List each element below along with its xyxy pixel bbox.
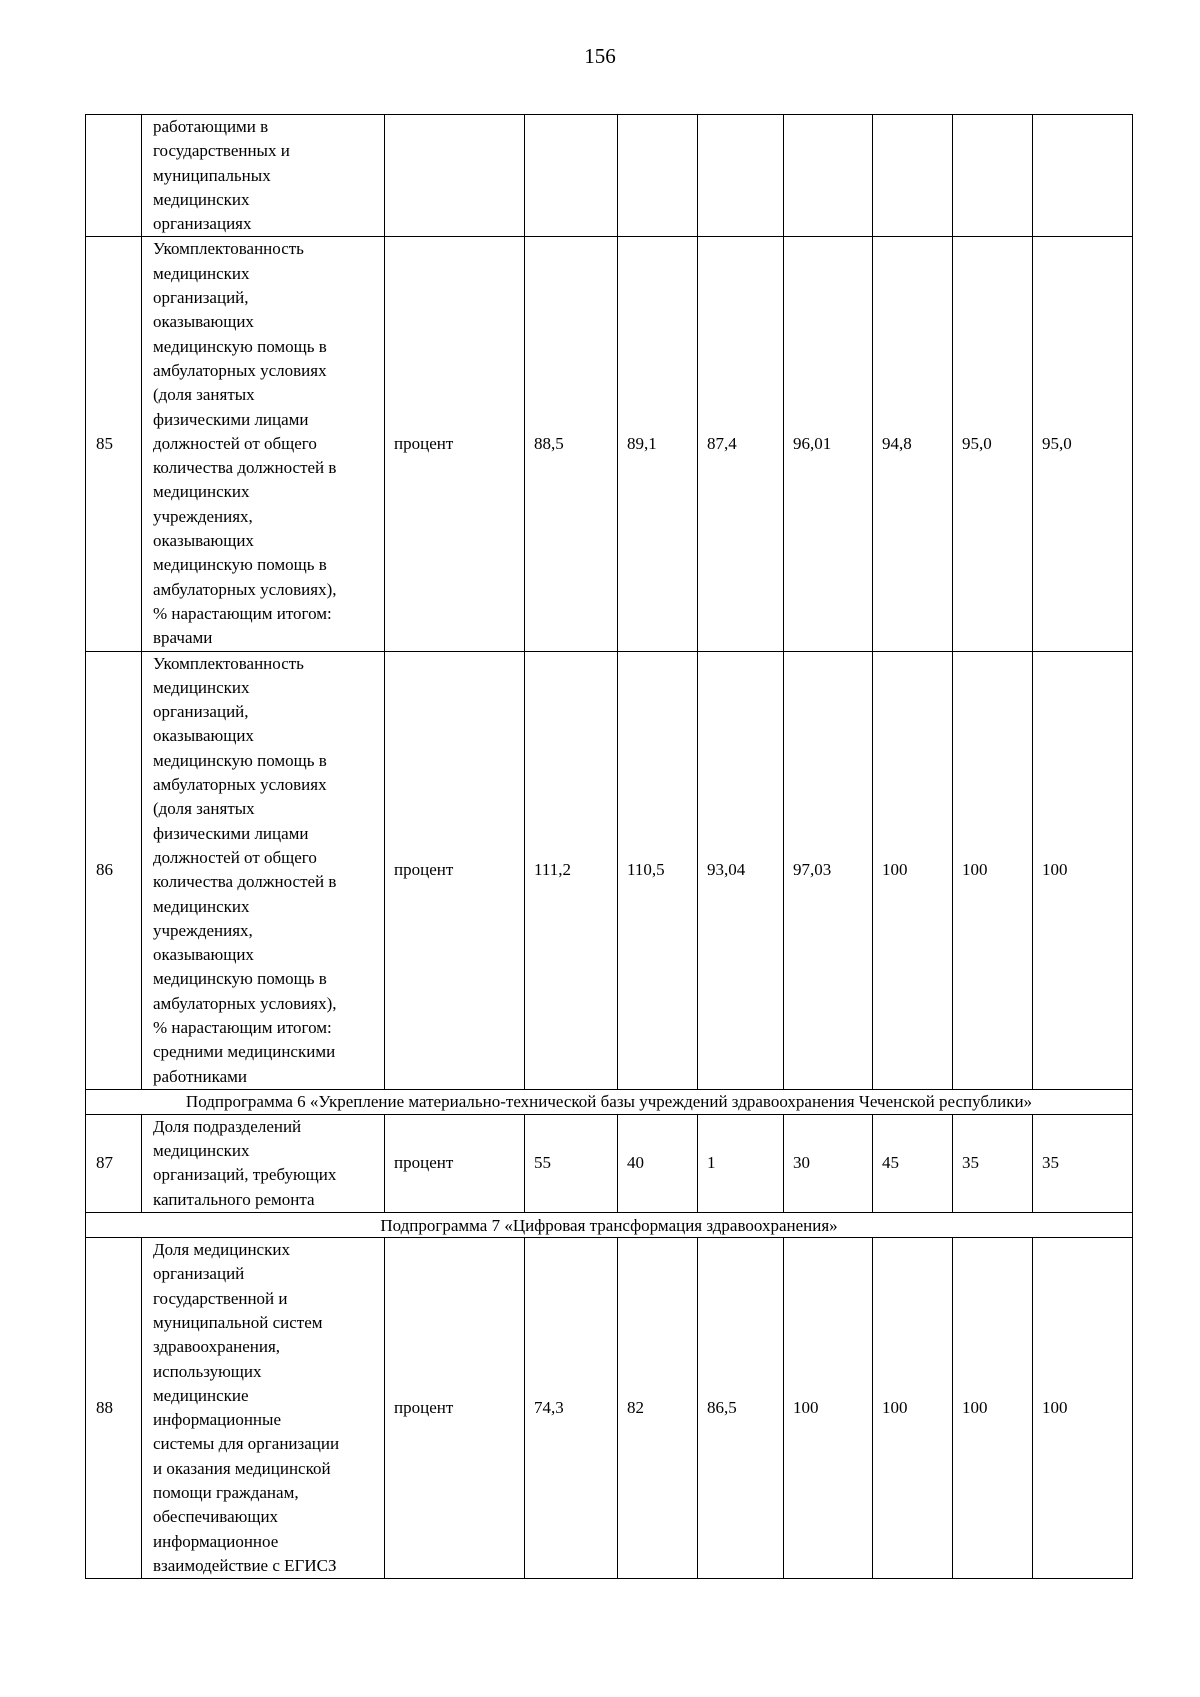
value-cell: 55	[525, 1114, 618, 1212]
value-cell: 100	[1033, 1238, 1133, 1579]
indicator-name: Доля подразделений медицинских организаций, требующих капитального ремонта	[142, 1114, 385, 1212]
table-row	[86, 651, 1133, 1089]
row-number-cell: 85	[86, 237, 142, 651]
subprogram-header-row	[86, 1089, 1133, 1114]
value-cell: 93,04	[698, 651, 784, 1089]
value-cell: 87,4	[698, 237, 784, 651]
value-cell: 86,5	[698, 1238, 784, 1579]
value-cell: 30	[784, 1114, 873, 1212]
row-number-cell	[86, 115, 142, 237]
value-cell: 95,0	[953, 237, 1033, 651]
subprogram-header-row	[86, 1213, 1133, 1238]
row-number-cell: 87	[86, 1114, 142, 1212]
unit-cell	[385, 115, 525, 237]
value-cell: 74,3	[525, 1238, 618, 1579]
value-cell: 100	[873, 1238, 953, 1579]
value-cell: 88,5	[525, 237, 618, 651]
value-cell: 110,5	[618, 651, 698, 1089]
subprogram-7-title: Подпрограмма 7 «Цифровая трансформация здравоохранения»	[86, 1213, 1133, 1238]
value-cell: 100	[953, 1238, 1033, 1579]
row-number-cell: 86	[86, 651, 142, 1089]
indicators-table	[85, 114, 1133, 1579]
value-cell: 96,01	[784, 237, 873, 651]
value-cell: 111,2	[525, 651, 618, 1089]
value-cell: 45	[873, 1114, 953, 1212]
subprogram-6-title: Подпрограмма 6 «Укрепление материально-технической базы учреждений здравоохранения Чеченской республики»	[86, 1089, 1133, 1114]
value-cell: 35	[1033, 1114, 1133, 1212]
unit-cell: процент	[385, 1114, 525, 1212]
value-cell: 100	[784, 1238, 873, 1579]
value-cell: 82	[618, 1238, 698, 1579]
value-cell: 100	[1033, 651, 1133, 1089]
unit-cell: процент	[385, 651, 525, 1089]
value-cell	[525, 115, 618, 237]
value-cell: 100	[953, 651, 1033, 1089]
indicator-name: работающими в государственных и муниципальных медицинских организациях	[142, 115, 385, 237]
indicator-name: Укомплектованность медицинских организаций, оказывающих медицинскую помощь в амбулаторных условиях (доля занятых физическими лицами должностей от общего количества должностей в медицинских учреждениях, оказывающих медицинскую помощь в амбулаторных условиях), % нарастающим итогом: врачами	[142, 237, 385, 651]
table-row	[86, 237, 1133, 651]
value-cell	[618, 115, 698, 237]
value-cell: 100	[873, 651, 953, 1089]
value-cell: 97,03	[784, 651, 873, 1089]
value-cell: 40	[618, 1114, 698, 1212]
indicator-name: Доля медицинских организаций государственной и муниципальной систем здравоохранения, использующих медицинские информационные системы для организации и оказания медицинской помощи гражданам, обеспечивающих информационное взаимодействие с ЕГИСЗ	[142, 1238, 385, 1579]
unit-cell: процент	[385, 1238, 525, 1579]
value-cell: 89,1	[618, 237, 698, 651]
value-cell: 95,0	[1033, 237, 1133, 651]
table-row	[86, 1238, 1133, 1579]
value-cell: 94,8	[873, 237, 953, 651]
value-cell	[698, 115, 784, 237]
value-cell	[1033, 115, 1133, 237]
value-cell	[873, 115, 953, 237]
table-row	[86, 1114, 1133, 1212]
value-cell: 1	[698, 1114, 784, 1212]
value-cell	[953, 115, 1033, 237]
unit-cell: процент	[385, 237, 525, 651]
value-cell: 35	[953, 1114, 1033, 1212]
table-row	[86, 115, 1133, 237]
indicator-name: Укомплектованность медицинских организаций, оказывающих медицинскую помощь в амбулаторных условиях (доля занятых физическими лицами должностей от общего количества должностей в медицинских учреждениях, оказывающих медицинскую помощь в амбулаторных условиях), % нарастающим итогом: средними медицинскими работниками	[142, 651, 385, 1089]
value-cell	[784, 115, 873, 237]
page-number: 156	[584, 44, 616, 68]
row-number-cell: 88	[86, 1238, 142, 1579]
